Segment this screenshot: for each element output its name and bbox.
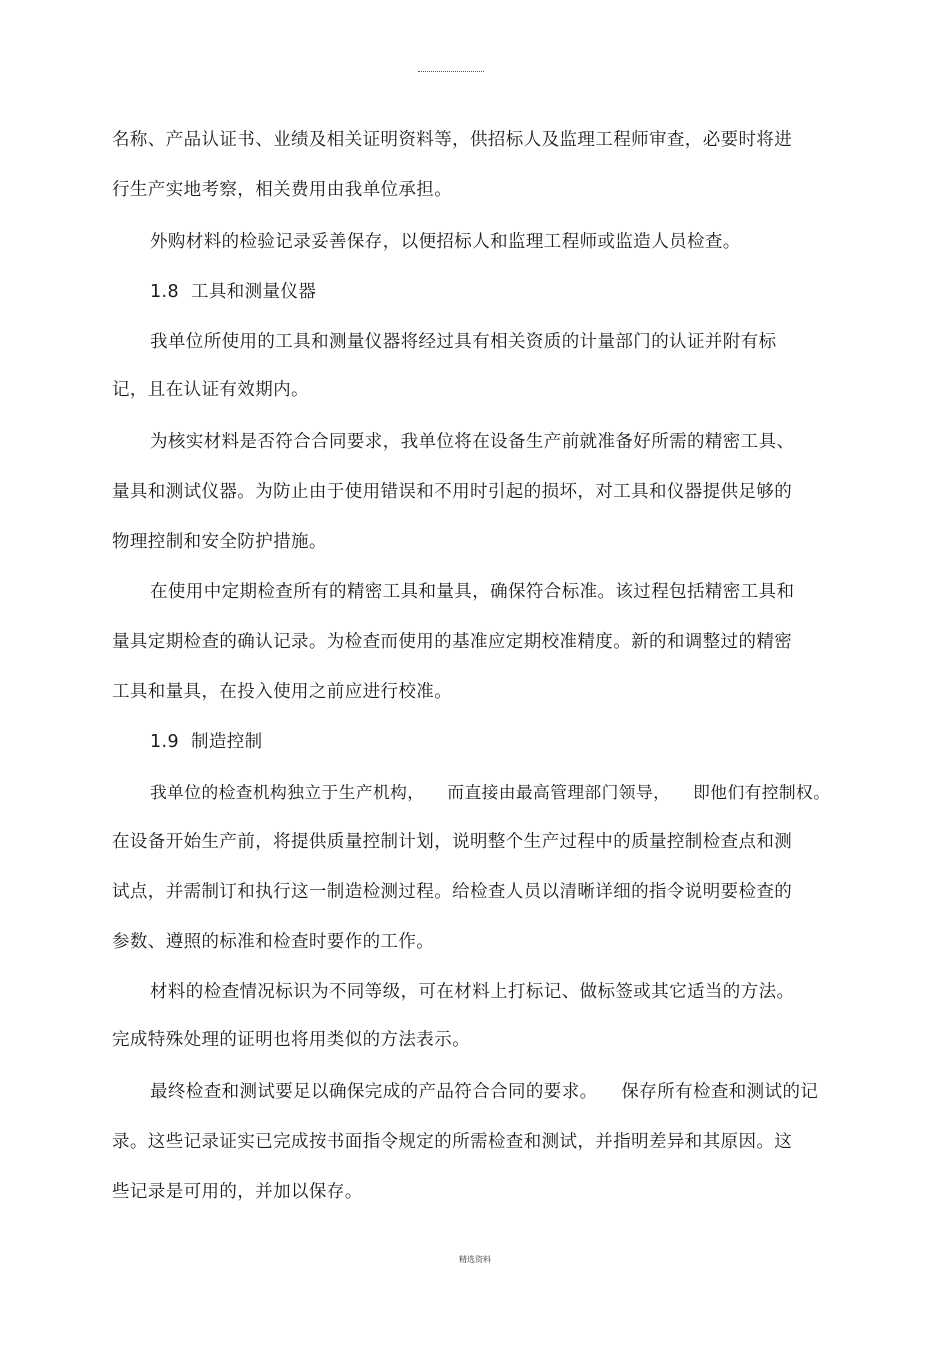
paragraph-line: 物理控制和安全防护措施。 <box>112 532 327 552</box>
paragraph-line: 行生产实地考察，相关费用由我单位承担。 <box>112 180 453 200</box>
section-heading: 1.9 制造控制 <box>150 732 263 752</box>
section-heading: 1.8 工具和测量仪器 <box>150 282 317 302</box>
paragraph-line: 量具定期检查的确认记录。为检查而使用的基准应定期校准精度。新的和调整过的精密 <box>112 632 793 652</box>
paragraph-line: 为核实材料是否符合合同要求，我单位将在设备生产前就准备好所需的精密工具、 <box>150 432 795 452</box>
paragraph-line: 我单位所使用的工具和测量仪器将经过具有相关资质的计量部门的认证并附有标 <box>150 332 777 352</box>
page-footer: 精选资料 <box>459 1255 491 1264</box>
paragraph-line: 最终检查和测试要足以确保完成的产品符合合同的要求。 保存所有检查和测试的记 <box>150 1082 819 1102</box>
paragraph-line: 记，且在认证有效期内。 <box>112 380 309 400</box>
paragraph-line: 完成特殊处理的证明也将用类似的方法表示。 <box>112 1030 470 1050</box>
paragraph-line: 参数、遵照的标准和检查时要作的工作。 <box>112 932 435 952</box>
paragraph-line: 材料的检查情况标识为不同等级，可在材料上打标记、做标签或其它适当的方法。 <box>150 982 795 1002</box>
paragraph-line: 工具和量具，在投入使用之前应进行校准。 <box>112 682 453 702</box>
paragraph-line: 在使用中定期检查所有的精密工具和量具，确保符合标准。该过程包括精密工具和 <box>150 582 795 602</box>
paragraph-line: 试点，并需制订和执行这一制造检测过程。给检查人员以清晰详细的指令说明要检查的 <box>112 882 793 902</box>
paragraph-line: 外购材料的检验记录妥善保存，以便招标人和监理工程师或监造人员检查。 <box>150 232 741 252</box>
paragraph-line: 些记录是可用的，并加以保存。 <box>112 1182 363 1202</box>
header-rule <box>418 71 484 72</box>
paragraph-line: 我单位的检查机构独立于生产机构， 而直接由最高管理部门领导， 即他们有控制权。 <box>150 782 831 802</box>
paragraph-line: 在设备开始生产前，将提供质量控制计划，说明整个生产过程中的质量控制检查点和测 <box>112 832 793 852</box>
paragraph-line: 名称、产品认证书、业绩及相关证明资料等，供招标人及监理工程师审查，必要时将进 <box>112 130 793 150</box>
paragraph-line: 录。这些记录证实已完成按书面指令规定的所需检查和测试，并指明差异和其原因。这 <box>112 1132 793 1152</box>
paragraph-line: 量具和测试仪器。为防止由于使用错误和不用时引起的损坏，对工具和仪器提供足够的 <box>112 482 793 502</box>
